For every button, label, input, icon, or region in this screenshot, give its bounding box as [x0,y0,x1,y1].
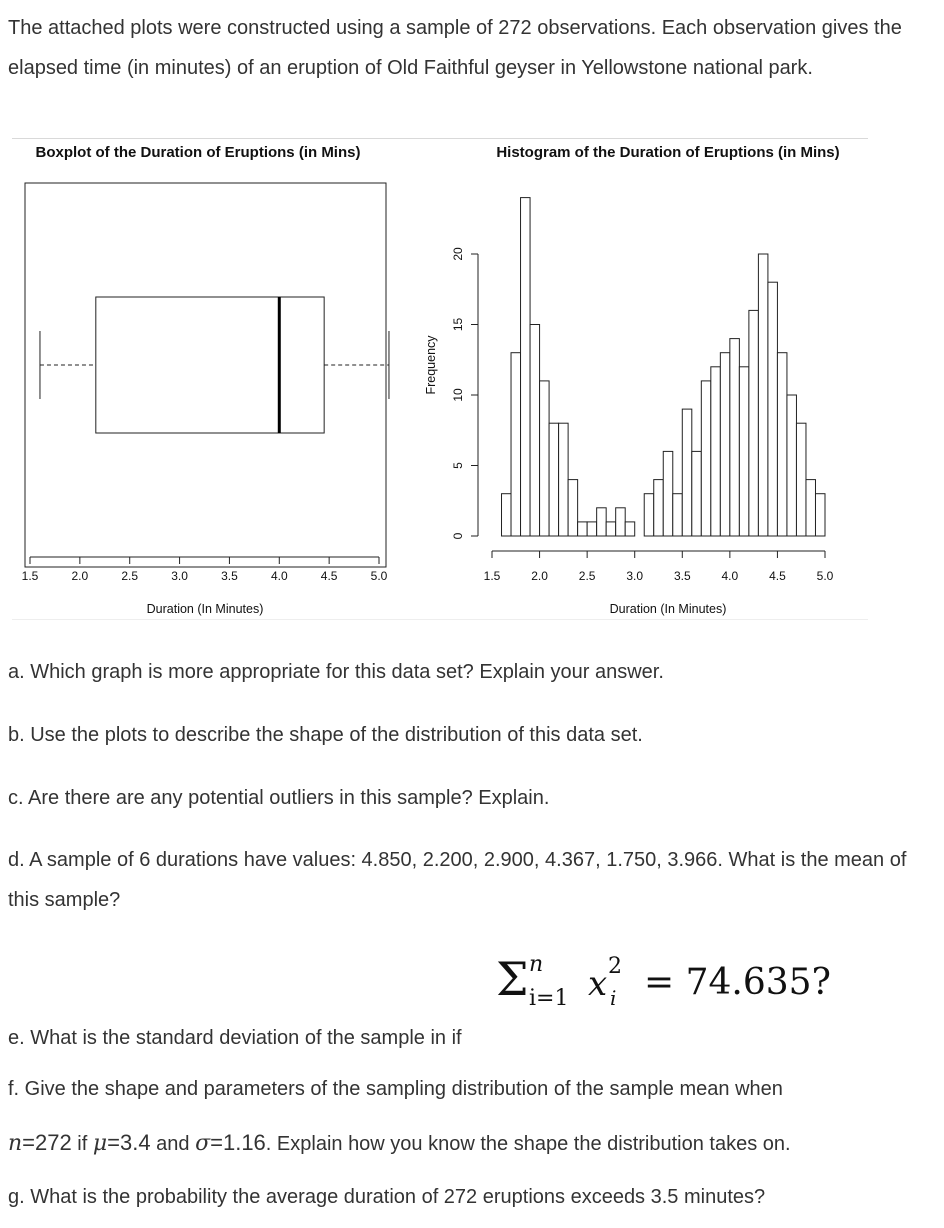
histogram-y-tick-label: 5 [451,462,465,469]
formula-rhs: = 74.635? [644,962,831,1003]
question-a: a. Which graph is more appropriate for this data set? Explain your answer. [8,661,664,683]
histogram-bar [720,353,730,536]
histogram-bar [777,353,787,536]
histogram-bar [606,522,616,536]
boxplot-x-tick-label: 1.5 [21,569,39,583]
if-word: if [71,1133,93,1155]
mu-value: =3.4 [107,1130,151,1155]
histogram-bar [530,325,540,537]
histogram-x-tick-label: 2.0 [531,569,548,583]
histogram-x-tick-label: 4.0 [721,569,739,583]
summation-symbol: Σ [496,952,529,1006]
summation-lower-limit: i=1 [529,986,569,1011]
histogram-bar [616,508,626,536]
sigma-value: =1.16 [210,1130,266,1155]
n-value: =272 [22,1130,72,1155]
boxplot-box [96,297,324,433]
histogram-bar [730,339,740,536]
question-f-line2 [8,1123,918,1164]
histogram-x-label: Duration (In Minutes) [609,602,727,616]
histogram-x-tick-label: 3.0 [626,569,644,583]
histogram-x-tick-label: 3.5 [673,569,691,583]
question-f-line1: f. Give the shape and parameters of the sampling distribution of the sample mean when [8,1078,783,1100]
histogram-y-tick-label: 15 [451,317,465,332]
boxplot-x-tick-label: 2.0 [71,569,89,583]
plots-svg [12,139,868,619]
histogram-x-tick-label: 4.5 [769,569,786,583]
intro-paragraph: The attached plots were constructed using a sample of 272 observations. Each observation gives the elapsed time (in minutes) of an eruption of Old Faithful geyser in Yellowstone national park. [8,17,902,79]
question-f-tail: . Explain how you know the shape the distribution takes on. [265,1133,791,1155]
histogram-bar [654,480,664,536]
histogram-y-tick-label: 0 [451,532,465,540]
histogram-bar [521,198,531,536]
boxplot-x-tick-label: 3.5 [221,569,238,583]
histogram-y-tick-label: 20 [451,247,465,261]
var-n: n [8,1131,23,1156]
summation-upper-limit: n [529,952,544,977]
boxplot-x-tick-label: 4.5 [320,569,338,583]
boxplot-title: Boxplot of the Duration of Eruptions (in Mins) [35,144,361,161]
histogram-bar [625,522,635,536]
question-d: d. A sample of 6 durations have values: 4.850, 2.200, 2.900, 4.367, 1.750, 3.966. What is the mean of this sample? [8,849,907,911]
boxplot-x-tick-label: 4.0 [270,569,288,583]
histogram-bar [768,282,778,536]
histogram-bar [815,494,825,536]
histogram-bar [673,494,683,536]
histogram-bar [663,451,673,536]
histogram-bar [511,353,521,536]
var-mu: μ [92,1131,108,1156]
boxplot-x-tick-label: 3.0 [171,569,188,583]
histogram-title: Histogram of the Duration of Eruptions (in Mins) [496,144,840,161]
histogram-bar [806,480,816,536]
histogram-bar [568,480,578,536]
formula-variable: x [588,964,608,1004]
histogram-x-tick-label: 2.5 [578,569,596,583]
question-b: b. Use the plots to describe the shape of the distribution of this data set. [8,724,643,746]
histogram-bar [597,508,607,536]
histogram-bar [787,395,797,536]
histogram-y-tick-label: 10 [451,388,465,402]
question-g: g. What is the probability the average duration of 272 eruptions exceeds 3.5 minutes? [8,1186,766,1208]
figure-panel [12,138,868,620]
histogram-x-tick-label: 1.5 [483,569,501,583]
histogram-bar [758,254,768,536]
formula-power: 2 [608,954,622,979]
boxplot-x-tick-label: 2.5 [121,569,139,583]
histogram-bar [549,423,559,536]
histogram-bar [749,310,759,536]
histogram-bar [796,423,806,536]
boxplot-x-label: Duration (In Minutes) [146,602,264,616]
histogram-bar [711,367,721,536]
and-word: and [150,1133,196,1155]
histogram-bar [692,451,702,536]
histogram-bar [559,423,569,536]
histogram-bar [701,381,711,536]
histogram-bar [587,522,597,536]
histogram-bar [739,367,749,536]
histogram-y-label: Frequency [424,335,438,395]
histogram-bar [540,381,550,536]
histogram-bar [578,522,588,536]
histogram-bar [644,494,654,536]
histogram-bar [502,494,512,536]
var-sigma: σ [195,1131,211,1156]
boxplot-x-tick-label: 5.0 [370,569,388,583]
histogram-x-tick-label: 5.0 [816,569,834,583]
question-e: e. What is the standard deviation of the sample in if [8,1027,462,1049]
formula-index: i [610,986,617,1010]
question-c: c. Are there are any potential outliers in this sample? Explain. [8,787,550,809]
histogram-bar [682,409,692,536]
